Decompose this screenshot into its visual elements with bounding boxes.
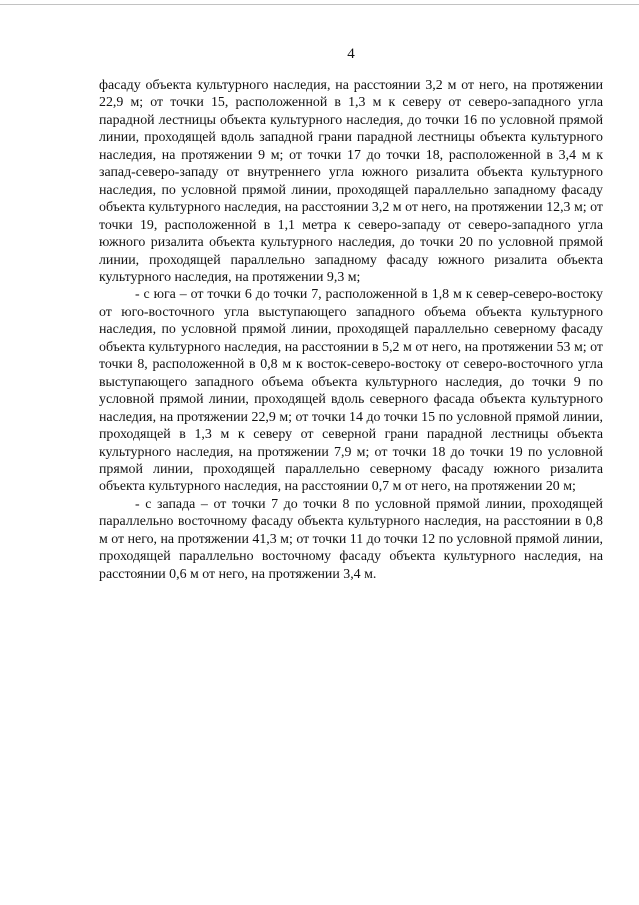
paragraph-south-boundary: - с юга – от точки 6 до точки 7, расположенной в 1,8 м к север-северо-востоку от юго-восточного угла выступающего западного объема объекта культурного наследия, по условной прямой линии, проходящей параллельно северному фасаду объекта культурного наследия, на расстоянии в 5,2 м от него, на протяжении 53 м; от точки 8, расположенной в 0,8 м к восток-северо-востоку от северо-восточного угла выступающего западного объема объекта культурного наследия, до точки 9 по условной прямой линии, проходящей вдоль северного фасада объекта культурного наследия, на протяжении 22,9 м; от точки 14 до точки 15 по условной прямой линии, проходящей в 1,3 м к северу от северной грани парадной лестницы объекта культурного наследия, на протяжении 7,9 м; от точки 18 до точки 19 по условной прямой линии, проходящей параллельно северному фасаду южного ризалита объекта культурного наследия, на расстоянии 0,7 м от него, на протяжении 20 м; [99,287,603,495]
scan-edge-line [0,4,639,5]
page-number: 4 [347,46,355,62]
paragraph-continuation: фасаду объекта культурного наследия, на расстоянии 3,2 м от него, на протяжении 22,9 м; от точки 15, расположенной в 1,3 м к северу от северо-западного угла парадной лестницы объекта культурного наследия, до точки 16 по условной прямой линии, проходящей вдоль западной грани парадной лестницы объекта культурного наследия, на протяжении 9 м; от точки 17 до точки 18, расположенной в 3,4 м к запад-северо-западу от внутреннего угла южного ризалита объекта культурного наследия, по условной прямой линии, проходящей параллельно западному фасаду объекта культурного наследия, на расстоянии 3,2 м от него, на протяжении 12,3 м; от точки 19, расположенной в 1,1 метра к северо-западу от северо-западного угла южного ризалита объекта культурного наследия, до точки 20 по условной прямой линии, проходящей параллельно западному фасаду южного ризалита объекта культурного наследия, на протяжении 9,3 м; [99,78,603,285]
document-body [99,77,603,583]
paragraph-west-boundary: - с запада – от точки 7 до точки 8 по условной прямой линии, проходящей параллельно восточному фасаду объекта культурного наследия, на расстоянии в 0,8 м от него, на протяжении 41,3 м; от точки 11 до точки 12 по условной прямой линии, проходящей параллельно восточному фасаду объекта культурного наследия, на расстоянии 0,6 м от него, на протяжении 3,4 м. [99,496,603,582]
